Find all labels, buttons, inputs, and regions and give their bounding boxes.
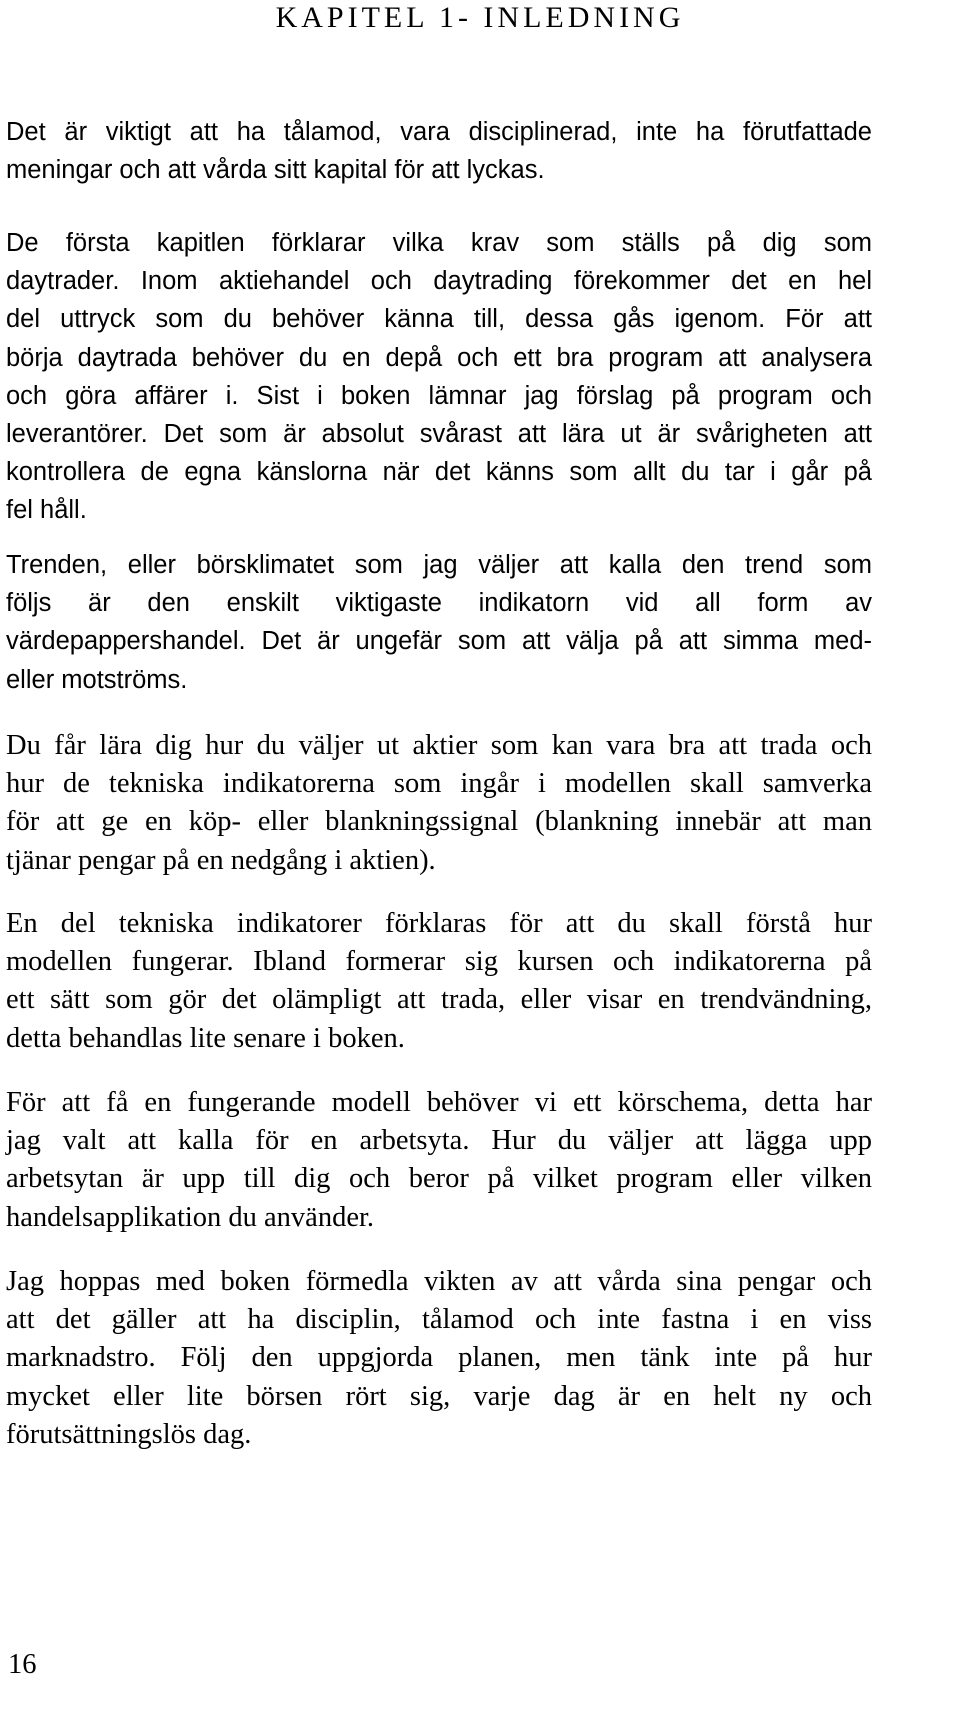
text-line: hur de tekniska indikatorerna som ingår i modellen skall samverka <box>6 768 872 800</box>
paragraph-trend <box>6 546 872 699</box>
text-line: värdepappershandel. Det är ungefär som att välja på att simma med- <box>6 627 872 656</box>
text-line: tjänar pengar på en nedgång i aktien). <box>6 844 436 876</box>
text-line: mycket eller lite börsen rört sig, varje dag är en helt ny och <box>6 1380 872 1412</box>
text-line: att det gäller att ha disciplin, tålamod och inte fastna i en viss <box>6 1304 872 1336</box>
text-line: Trenden, eller börsklimatet som jag väljer att kalla den trend som <box>6 551 872 579</box>
paragraph-intro <box>6 113 872 189</box>
paragraph-chapters <box>6 224 872 530</box>
text-line: En del tekniska indikatorer förklaras för att du skall förstå hur <box>6 908 872 939</box>
page-number: 16 <box>8 1649 37 1680</box>
text-line: fel håll. <box>6 496 87 525</box>
chapter-heading: KAPITEL 1- INLEDNING <box>275 1 685 34</box>
text-line: och göra affärer i. Sist i boken lämnar jag förslag på program och <box>6 381 872 410</box>
text-line: eller motströms. <box>6 665 188 694</box>
text-line: marknadstro. Följ den uppgjorda planen, men tänk inte på hur <box>6 1342 872 1374</box>
paragraph-indicators <box>6 905 872 1058</box>
text-line: kontrollera de egna känslorna när det känns som allt du tar i går på <box>6 458 872 487</box>
paragraph-workspace <box>6 1084 872 1237</box>
text-line: arbetsytan är upp till dig och beror på vilket program eller vilken <box>6 1163 872 1195</box>
paragraph-stock-selection <box>6 727 872 880</box>
text-line: De första kapitlen förklarar vilka krav som ställs på dig som <box>6 229 872 257</box>
text-line: börja daytrada behöver du en depå och ett bra program att analysera <box>6 343 872 372</box>
text-line: för att ge en köp- eller blankningssignal (blankning innebär att man <box>6 806 872 838</box>
text-line: följs är den enskilt viktigaste indikatorn vid all form av <box>6 589 872 618</box>
text-line: detta behandlas lite senare i boken. <box>6 1022 405 1054</box>
text-line: leverantörer. Det som är absolut svårast att lära ut är svårigheten att <box>6 419 872 448</box>
text-line: ett sätt som gör det olämpligt att trada, eller visar en trendvändning, <box>6 984 872 1016</box>
text-line: modellen fungerar. Ibland formerar sig kursen och indikatorerna på <box>6 946 872 978</box>
text-line: daytrader. Inom aktiehandel och daytrading förekommer det en hel <box>6 267 872 296</box>
text-line: förutsättningslös dag. <box>6 1418 252 1450</box>
text-line: Jag hoppas med boken förmedla vikten av att vårda sina pengar och <box>6 1266 872 1297</box>
text-line: jag valt att kalla för en arbetsyta. Hur du väljer att lägga upp <box>6 1125 872 1157</box>
text-line: Du får lära dig hur du väljer ut aktier som kan vara bra att trada och <box>6 730 872 761</box>
text-line: del uttryck som du behöver känna till, dessa gås igenom. För att <box>6 305 872 334</box>
text-line: meningar och att vårda sitt kapital för att lyckas. <box>6 156 545 185</box>
text-line: För att få en fungerande modell behöver vi ett körschema, detta har <box>6 1087 872 1118</box>
paragraph-discipline <box>6 1263 872 1454</box>
text-line: handelsapplikation du använder. <box>6 1201 375 1233</box>
text-line: Det är viktigt att ha tålamod, vara disciplinerad, inte ha förutfattade <box>6 118 872 146</box>
